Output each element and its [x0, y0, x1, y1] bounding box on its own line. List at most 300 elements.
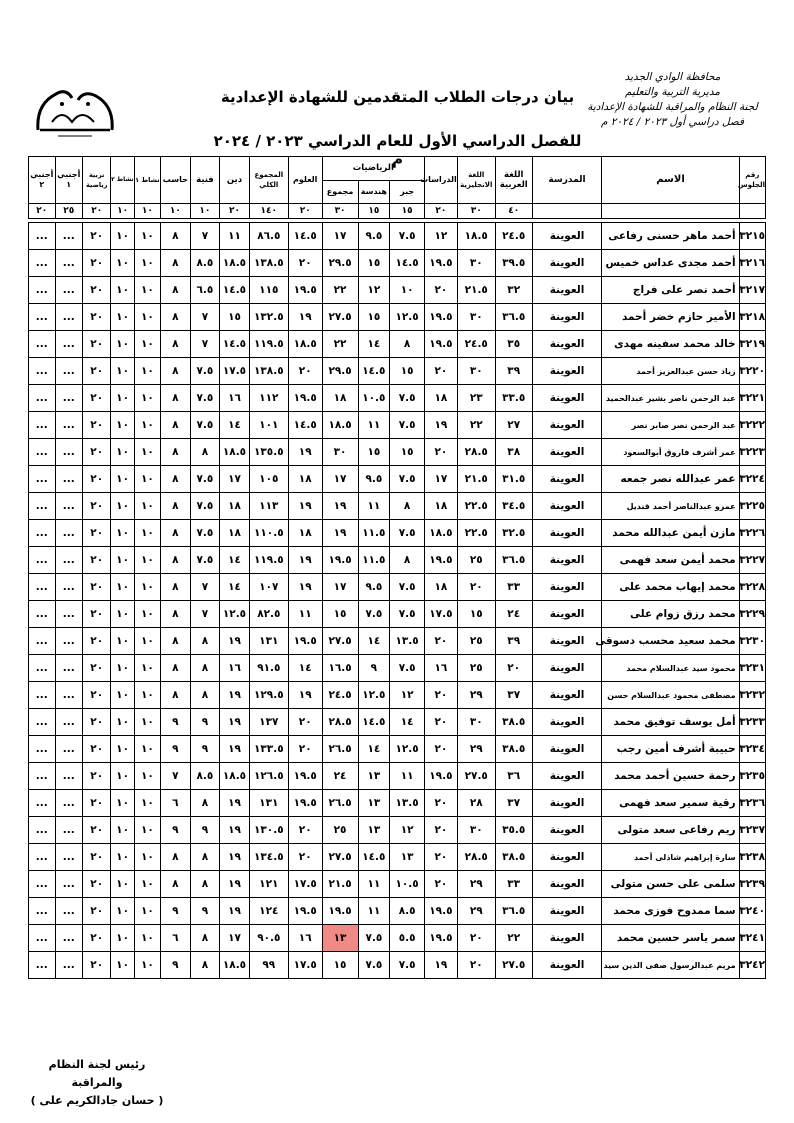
grade-cell: ... — [55, 871, 82, 898]
grade-cell: ٩١.٥ — [249, 655, 288, 682]
student-name: مازن أيمن عبدالله محمد — [602, 520, 739, 547]
table-row — [29, 952, 766, 979]
grade-cell: ٢٠ — [288, 358, 322, 385]
max-score-blank — [739, 204, 765, 219]
max-score-cell: ٤٠ — [495, 204, 532, 219]
grade-cell: ١٠.٥ — [390, 871, 425, 898]
grade-cell: ١٩.٥ — [288, 790, 322, 817]
grade-cell: ١١ — [358, 898, 390, 925]
grade-cell: ... — [29, 682, 56, 709]
grade-cell: ١٠ — [390, 277, 425, 304]
student-name: مريم عبدالرسول صفى الدين سيد — [602, 952, 739, 979]
table-row — [29, 817, 766, 844]
grade-cell: ... — [55, 547, 82, 574]
grade-cell: ... — [29, 763, 56, 790]
grade-cell: ... — [55, 250, 82, 277]
grade-cell: ٣٠ — [457, 304, 495, 331]
school-name: العوينة — [532, 871, 602, 898]
seat-number: ٣٢٣٤ — [739, 736, 765, 763]
grade-cell: ٧.٥ — [190, 412, 220, 439]
grade-cell: ١٩ — [288, 493, 322, 520]
grade-cell: ... — [55, 520, 82, 547]
grade-cell: ١٩.٥ — [288, 898, 322, 925]
grade-cell: ٢٠ — [82, 547, 111, 574]
col-geometry: هندسة — [358, 180, 390, 204]
grade-cell: ١٦ — [425, 655, 458, 682]
grade-cell: ١٠ — [111, 817, 134, 844]
table-row — [29, 304, 766, 331]
student-name: محمد أيمن سعد فهمى — [602, 547, 739, 574]
max-score-cell: ١٠ — [190, 204, 220, 219]
grade-cell: ١٣ — [322, 925, 358, 952]
grade-cell: ١٠ — [134, 358, 160, 385]
grade-cell: ١٣٤.٥ — [249, 844, 288, 871]
grade-cell: ٢٠ — [425, 439, 458, 466]
max-score-blank — [532, 204, 602, 219]
school-name: العوينة — [532, 520, 602, 547]
grade-cell: ١٩.٥ — [425, 250, 458, 277]
grade-cell: ٣٥ — [495, 331, 532, 358]
student-name: عمر عبدالله نصر جمعه — [602, 466, 739, 493]
grade-cell: ١١ — [358, 412, 390, 439]
grade-cell: ٢٠ — [288, 817, 322, 844]
grade-cell: ١٩ — [288, 439, 322, 466]
table-row — [29, 709, 766, 736]
seat-number: ٣٢٤٠ — [739, 898, 765, 925]
seat-number: ٣٢٣٦ — [739, 790, 765, 817]
grade-cell: ٢٠ — [425, 682, 458, 709]
grade-cell: ١٩ — [220, 844, 250, 871]
grade-cell: ٨ — [161, 358, 191, 385]
grade-cell: ٢٥ — [457, 628, 495, 655]
grade-cell: ٢٥ — [457, 655, 495, 682]
grade-cell: ١٠ — [111, 682, 134, 709]
governorate-line: محافظة الوادي الجديد — [624, 71, 721, 83]
grade-cell: ١٠.٥ — [358, 385, 390, 412]
grade-cell: ٦ — [161, 925, 191, 952]
grade-cell: ٢٠ — [425, 790, 458, 817]
seat-number: ٣٢١٩ — [739, 331, 765, 358]
grade-cell: ١٨.٥ — [457, 223, 495, 250]
grade-cell: ١٠ — [134, 844, 160, 871]
grade-cell: ١٣ — [358, 817, 390, 844]
page-subtitle: للفصل الدراسي الأول للعام الدراسي ٢٠٢٣ / ٢٠٢٤ م — [213, 132, 582, 168]
grade-cell: ٣٠ — [457, 817, 495, 844]
grade-cell: ١٠ — [134, 493, 160, 520]
grade-cell: ١٠ — [111, 628, 134, 655]
grade-cell: ٢٢ — [495, 925, 532, 952]
grade-cell: ٢٨.٥ — [457, 439, 495, 466]
grade-cell: ١٠ — [134, 628, 160, 655]
grade-cell: ٢٨ — [457, 790, 495, 817]
grade-cell: ٧.٥ — [190, 466, 220, 493]
grade-cell: ١٠ — [111, 871, 134, 898]
grade-cell: ٢٠ — [425, 871, 458, 898]
grade-cell: ١٥ — [358, 439, 390, 466]
grade-cell: ١٩.٥ — [425, 331, 458, 358]
grade-cell: ١٠ — [111, 277, 134, 304]
grade-cell: ١٣ — [390, 844, 425, 871]
school-name: العوينة — [532, 655, 602, 682]
grade-cell: ١٩ — [288, 547, 322, 574]
student-name: زياد حسن عبدالعزيز أحمد — [602, 358, 739, 385]
grade-cell: ١٨ — [425, 385, 458, 412]
table-row — [29, 601, 766, 628]
grade-cell: ١٣٨.٥ — [249, 358, 288, 385]
grade-cell: ٨ — [161, 493, 191, 520]
grade-cell: ٧.٥ — [390, 520, 425, 547]
grade-cell: ٨.٥ — [190, 763, 220, 790]
grade-cell: ٢٠ — [82, 250, 111, 277]
school-name: العوينة — [532, 412, 602, 439]
grade-cell: ٣٣.٥ — [495, 385, 532, 412]
school-name: العوينة — [532, 493, 602, 520]
grade-cell: ٢٠ — [82, 439, 111, 466]
grade-cell: ... — [29, 547, 56, 574]
grade-cell: ٣٥.٥ — [495, 817, 532, 844]
student-name: أحمد ماهر حسنى رفاعى — [602, 223, 739, 250]
grade-cell: ١٠ — [111, 439, 134, 466]
grade-cell: ٢٠ — [82, 682, 111, 709]
table-row — [29, 925, 766, 952]
max-scores-row — [29, 204, 766, 219]
grade-cell: ١٠ — [134, 736, 160, 763]
grade-cell: ١٥ — [220, 304, 250, 331]
grade-cell: ٣٢.٥ — [495, 520, 532, 547]
grade-cell: ١٢ — [390, 817, 425, 844]
max-score-cell: ٣٠ — [322, 204, 358, 219]
grade-cell: ٨٢.٥ — [249, 601, 288, 628]
max-score-cell: ٣٠ — [457, 204, 495, 219]
table-row — [29, 655, 766, 682]
grade-cell: ... — [29, 412, 56, 439]
grade-cell: ٢٥ — [457, 547, 495, 574]
school-name: العوينة — [532, 601, 602, 628]
grade-cell: ١٠ — [134, 304, 160, 331]
grade-cell: ١٩ — [425, 952, 458, 979]
grade-cell: ٨ — [190, 628, 220, 655]
grade-cell: ١٠ — [134, 331, 160, 358]
grade-cell: ... — [55, 277, 82, 304]
grade-cell: ٨ — [161, 223, 191, 250]
grade-cell: ١٤ — [390, 709, 425, 736]
signature-block — [22, 1056, 172, 1110]
grade-cell: ٨ — [161, 331, 191, 358]
seat-number: ٣٢٢٩ — [739, 601, 765, 628]
grade-cell: ٧.٥ — [190, 385, 220, 412]
grade-cell: ٩ — [161, 952, 191, 979]
grade-cell: ١١٠.٥ — [249, 520, 288, 547]
max-score-cell: ٢٠ — [288, 204, 322, 219]
grade-cell: ١٢.٥ — [220, 601, 250, 628]
grade-cell: ٣٠ — [322, 439, 358, 466]
grade-cell: ١٩.٥ — [322, 547, 358, 574]
grade-cell: ١١ — [288, 601, 322, 628]
grade-cell: ٨ — [161, 844, 191, 871]
grade-cell: ... — [29, 250, 56, 277]
student-name: أحمد مجدى عداس خميس — [602, 250, 739, 277]
grade-cell: ٣٩ — [495, 628, 532, 655]
grade-cell: ٧.٥ — [390, 385, 425, 412]
grade-cell: ... — [29, 628, 56, 655]
grade-cell: ١٤.٥ — [390, 250, 425, 277]
grade-cell: ٢٧ — [495, 412, 532, 439]
grade-cell: ١٩.٥ — [288, 763, 322, 790]
grade-cell: ١٢.٥ — [358, 682, 390, 709]
grade-cell: ٧.٥ — [358, 601, 390, 628]
col-computer: حاسب — [161, 157, 191, 204]
grade-cell: ٨ — [161, 412, 191, 439]
table-row — [29, 736, 766, 763]
grade-cell: ٢٠ — [82, 223, 111, 250]
grade-cell: ٢٤ — [322, 763, 358, 790]
grade-cell: ٢٩ — [457, 682, 495, 709]
seat-number: ٣٢٣٠ — [739, 628, 765, 655]
grade-cell: ٢٠ — [82, 304, 111, 331]
grade-cell: ١٠ — [134, 871, 160, 898]
grade-cell: ٢٠ — [82, 466, 111, 493]
seat-number: ٣٢٢٨ — [739, 574, 765, 601]
grade-cell: ٧.٥ — [390, 574, 425, 601]
grade-cell: ... — [55, 844, 82, 871]
grade-cell: ١٤.٥ — [288, 223, 322, 250]
grade-cell: ١٨ — [425, 574, 458, 601]
grade-cell: ٧ — [190, 304, 220, 331]
grade-cell: ١٣.٥ — [390, 790, 425, 817]
table-row — [29, 385, 766, 412]
grade-cell: ١٠ — [134, 412, 160, 439]
grade-cell: ١٩ — [220, 736, 250, 763]
seat-number: ٣٢٢٤ — [739, 466, 765, 493]
grade-cell: ١٣٧ — [249, 709, 288, 736]
student-name: محمد سعيد محسب دسوقى — [602, 628, 739, 655]
grade-cell: ٨ — [161, 304, 191, 331]
grade-cell: ٣٦.٥ — [495, 304, 532, 331]
table-row — [29, 412, 766, 439]
grade-cell: ٥.٥ — [390, 925, 425, 952]
grade-cell: ١١ — [390, 763, 425, 790]
grade-cell: ١٩.٥ — [425, 304, 458, 331]
grade-cell: ٧ — [190, 574, 220, 601]
grade-cell: ٢١.٥ — [322, 871, 358, 898]
grade-cell: ١٠ — [134, 601, 160, 628]
grade-cell: ١٠ — [111, 763, 134, 790]
grade-cell: ٩.٥ — [358, 223, 390, 250]
grade-cell: ٣٨.٥ — [495, 709, 532, 736]
grade-cell: ١٠ — [134, 223, 160, 250]
school-name: العوينة — [532, 250, 602, 277]
grade-cell: ١٩ — [288, 574, 322, 601]
grade-cell: ١٠ — [111, 925, 134, 952]
max-score-cell: ١٠ — [161, 204, 191, 219]
col-math-total: مجموع — [322, 180, 358, 204]
col-math: الرياضيات — [322, 157, 424, 181]
grade-cell: ١٤ — [220, 574, 250, 601]
grade-cell: ١٠ — [111, 466, 134, 493]
max-score-cell: ٢٠ — [425, 204, 458, 219]
grade-cell: ١١٩.٥ — [249, 331, 288, 358]
seat-number: ٣٢٣٢ — [739, 682, 765, 709]
grade-cell: ١٢ — [425, 223, 458, 250]
grade-cell: ١٤ — [288, 655, 322, 682]
grade-cell: ١١٣ — [249, 493, 288, 520]
grade-cell: ٢٠ — [288, 709, 322, 736]
grade-cell: ... — [29, 466, 56, 493]
grade-cell: ١٦ — [288, 925, 322, 952]
school-name: العوينة — [532, 385, 602, 412]
grade-cell: ٢٠ — [82, 358, 111, 385]
grade-cell: ٣٦ — [495, 763, 532, 790]
grade-cell: ... — [55, 817, 82, 844]
grade-cell: ٢٢ — [322, 331, 358, 358]
col-school: المدرسة — [532, 157, 602, 204]
table-row — [29, 790, 766, 817]
grade-cell: ... — [29, 952, 56, 979]
grade-cell: ٢٤ — [495, 601, 532, 628]
grade-cell: ٧.٥ — [190, 520, 220, 547]
grade-cell: ١٩ — [220, 871, 250, 898]
grade-cell: ... — [55, 304, 82, 331]
grade-cell: ١٨.٥ — [322, 412, 358, 439]
table-row — [29, 331, 766, 358]
grade-cell: ... — [55, 223, 82, 250]
grade-cell: ١٠ — [134, 682, 160, 709]
table-row — [29, 439, 766, 466]
student-name: أحمد نصر على فراج — [602, 277, 739, 304]
grade-cell: ١٩ — [220, 817, 250, 844]
grade-cell: ٨ — [161, 250, 191, 277]
grade-cell: ١٠ — [134, 763, 160, 790]
grade-cell: ٢٠ — [425, 709, 458, 736]
col-name: الاسم — [602, 157, 739, 204]
grade-cell: ١٠ — [111, 952, 134, 979]
grade-cell: ١٠ — [134, 898, 160, 925]
grade-cell: ٢٠ — [457, 574, 495, 601]
grade-cell: ٦ — [161, 790, 191, 817]
grade-cell: ١٣٠.٥ — [249, 817, 288, 844]
student-name: رحمة حسين أحمد محمد — [602, 763, 739, 790]
grade-cell: ٩.٥ — [358, 466, 390, 493]
grade-cell: ١٠٥ — [249, 466, 288, 493]
grade-cell: ... — [29, 223, 56, 250]
grade-cell: ٢٠ — [425, 817, 458, 844]
grade-cell: ١٠١ — [249, 412, 288, 439]
term-line: فصل دراسي أول ٢٠٢٣ / ٢٠٢٤ م — [600, 116, 745, 128]
seat-number: ٣٢٣٩ — [739, 871, 765, 898]
grade-cell: ١٨ — [288, 520, 322, 547]
grade-cell: ٧.٥ — [358, 925, 390, 952]
grade-cell: ٩٩ — [249, 952, 288, 979]
grade-cell: ١٩ — [220, 682, 250, 709]
grade-cell: ٨ — [161, 628, 191, 655]
grade-cell: ١٤.٥ — [220, 277, 250, 304]
grade-cell: ٢٩ — [457, 898, 495, 925]
grade-cell: ١٠ — [111, 844, 134, 871]
seat-number: ٣٢٣١ — [739, 655, 765, 682]
signature-title: رئيس لجنة النظام والمراقبة — [48, 1058, 146, 1089]
grade-cell: ... — [29, 844, 56, 871]
grade-cell: ١٠ — [134, 709, 160, 736]
grade-cell: ١٩.٥ — [288, 385, 322, 412]
grade-cell: ١٠ — [134, 520, 160, 547]
grade-cell: ٩ — [190, 817, 220, 844]
grade-cell: ٢٠ — [82, 601, 111, 628]
seat-number: ٣٢٢٣ — [739, 439, 765, 466]
school-name: العوينة — [532, 709, 602, 736]
col-foreign1: أجنبي ١ — [55, 157, 82, 204]
grade-cell: ١٤ — [220, 547, 250, 574]
grade-cell: ٨ — [161, 277, 191, 304]
grade-cell: ١٠ — [111, 574, 134, 601]
grade-cell: ٢٠ — [82, 898, 111, 925]
grade-cell: ١٧.٥ — [288, 952, 322, 979]
school-name: العوينة — [532, 952, 602, 979]
grade-cell: ٩ — [190, 736, 220, 763]
grade-cell: ١٥ — [457, 601, 495, 628]
grade-cell: ... — [55, 655, 82, 682]
max-score-cell: ٢٥ — [55, 204, 82, 219]
grade-cell: ٢٠ — [288, 250, 322, 277]
school-name: العوينة — [532, 547, 602, 574]
grade-cell: ١٩.٥ — [425, 763, 458, 790]
grade-cell: ١١٢ — [249, 385, 288, 412]
grade-cell: ١١ — [220, 223, 250, 250]
grade-cell: ١٣٥.٥ — [249, 439, 288, 466]
grade-cell: ٢٨.٥ — [457, 844, 495, 871]
grade-cell: ١٣.٥ — [390, 628, 425, 655]
grade-cell: ١٠٧ — [249, 574, 288, 601]
seat-number: ٣٢٣٣ — [739, 709, 765, 736]
grade-cell: ١٤ — [220, 412, 250, 439]
grade-cell: ١٩ — [425, 412, 458, 439]
grade-cell: ٢٠ — [82, 628, 111, 655]
grade-cell: ... — [55, 358, 82, 385]
grade-cell: ... — [29, 331, 56, 358]
grade-cell: ١١ — [358, 871, 390, 898]
seat-number: ٣٢٢٥ — [739, 493, 765, 520]
grade-cell: ١٥ — [390, 439, 425, 466]
grade-cell: ٧.٥ — [190, 547, 220, 574]
grade-cell: ٢٠ — [288, 844, 322, 871]
seat-number: ٣٢٢٠ — [739, 358, 765, 385]
seat-number: ٣٢٤٢ — [739, 952, 765, 979]
student-name: ريم رفاعى سعد متولى — [602, 817, 739, 844]
grade-cell: ... — [55, 601, 82, 628]
grade-cell: ١٤ — [358, 331, 390, 358]
grade-cell: ٩ — [190, 898, 220, 925]
table-row — [29, 682, 766, 709]
grade-cell: ... — [29, 493, 56, 520]
grade-cell: ٢٠ — [425, 844, 458, 871]
grade-cell: ٩٠.٥ — [249, 925, 288, 952]
grade-cell: ١٢.٥ — [390, 304, 425, 331]
grade-cell: ١٣٨.٥ — [249, 250, 288, 277]
grade-cell: ... — [29, 736, 56, 763]
grade-cell: ٣١.٥ — [495, 466, 532, 493]
grade-cell: ٧.٥ — [390, 952, 425, 979]
seat-number: ٣٢١٧ — [739, 277, 765, 304]
grade-cell: ١٩.٥ — [288, 628, 322, 655]
grade-cell: ١٩ — [322, 520, 358, 547]
seat-number: ٣٢٣٥ — [739, 763, 765, 790]
col-foreign2: أجنبي ٢ — [29, 157, 56, 204]
grade-cell: ١٠ — [111, 358, 134, 385]
page-title: بيان درجات الطلاب المتقدمين للشهادة الإعدادية — [220, 88, 575, 106]
grade-cell: ١٠ — [134, 574, 160, 601]
grade-cell: ١٤ — [358, 628, 390, 655]
grade-cell: ٢٠ — [82, 817, 111, 844]
grade-cell: ٢٠ — [82, 277, 111, 304]
